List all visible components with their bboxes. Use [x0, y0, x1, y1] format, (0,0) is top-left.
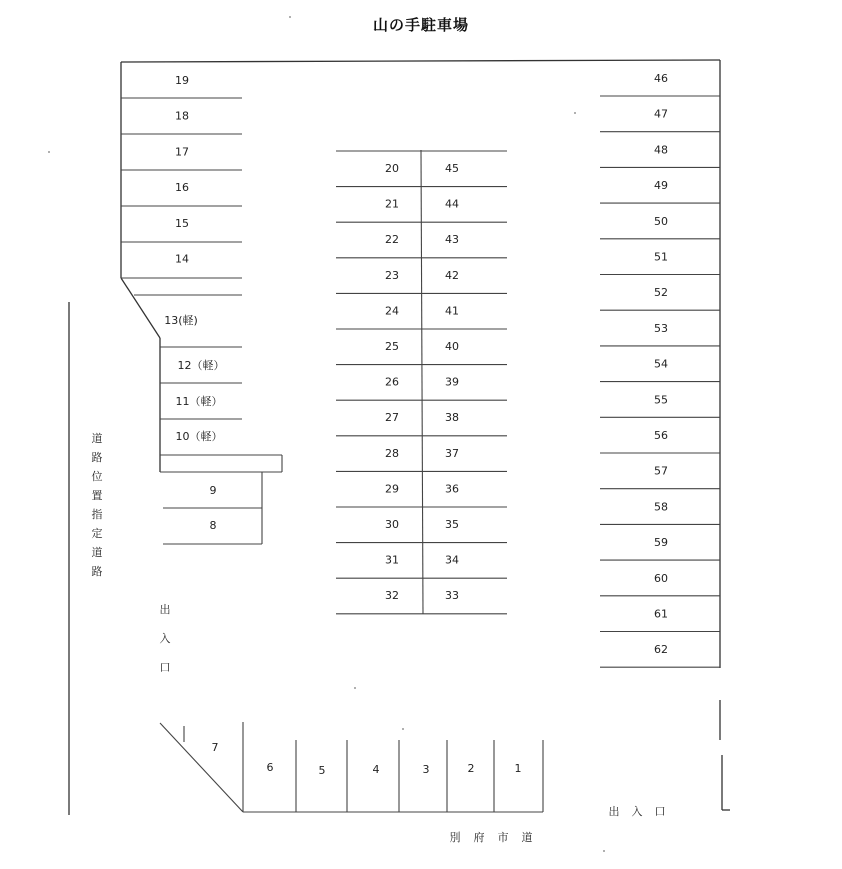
space-number: 10（軽）	[175, 430, 223, 443]
space-number: 52	[654, 286, 668, 300]
space-number: 30	[385, 518, 399, 531]
space-number: 45	[445, 162, 459, 175]
space-number: 5	[318, 764, 326, 777]
space-number: 36	[445, 482, 459, 496]
space-number: 41	[445, 304, 459, 318]
space-number: 42	[445, 268, 459, 282]
space-number: 1	[514, 762, 522, 775]
entrance-bottom-label: 出	[608, 805, 620, 818]
space-number: 53	[654, 321, 668, 335]
space-number: 20	[385, 162, 399, 175]
entrance-bottom-label: 入	[631, 805, 643, 818]
space-number: 6	[266, 761, 274, 774]
space-number: 57	[654, 464, 668, 478]
entrance-left-label: 口	[159, 661, 171, 674]
space-number: 9	[209, 484, 217, 497]
space-number: 19	[175, 74, 189, 87]
space-number: 37	[445, 446, 459, 460]
space-number: 16	[175, 181, 189, 195]
scan-specks	[48, 16, 605, 852]
space-number: 49	[654, 179, 668, 193]
space-number: 60	[654, 571, 668, 585]
side-road-label: 位	[91, 470, 103, 483]
space-number: 15	[175, 216, 189, 230]
city-road-label: 市	[497, 831, 509, 844]
space-number: 40	[445, 340, 459, 353]
space-number: 32	[385, 589, 399, 603]
space-number: 59	[654, 536, 668, 550]
space-number: 18	[175, 109, 189, 123]
center-spine	[421, 150, 423, 614]
space-number: 56	[654, 429, 668, 442]
space-number: 58	[654, 500, 668, 514]
space-number: 34	[445, 553, 459, 567]
entrance-bottom-label: 口	[654, 805, 666, 818]
space-number: 38	[445, 411, 459, 425]
space-number: 43	[445, 233, 459, 247]
space-number: 25	[385, 340, 399, 353]
diagonal-boundary	[160, 723, 243, 812]
space-number: 7	[211, 741, 219, 754]
space-number: 47	[654, 107, 668, 121]
space-number: 28	[385, 446, 399, 460]
space-number: 27	[385, 411, 399, 425]
city-road-label: 府	[473, 831, 485, 844]
side-road-label: 置	[91, 489, 103, 502]
side-road-label: 定	[91, 527, 103, 540]
lot-outline	[69, 60, 730, 815]
space-number: 8	[209, 519, 217, 532]
side-road-label: 道	[91, 546, 103, 559]
space-number: 4	[372, 763, 380, 776]
space-number: 44	[445, 197, 459, 211]
space-numbers	[164, 72, 668, 777]
space-number: 62	[654, 643, 668, 657]
space-number: 55	[654, 393, 668, 407]
space-number: 24	[385, 304, 399, 318]
space-number: 22	[385, 233, 399, 247]
divider-lines	[121, 96, 720, 812]
side-road-label: 道	[91, 432, 103, 445]
space-number: 11（軽）	[175, 395, 223, 408]
city-road-label: 道	[521, 831, 533, 844]
page-title: 山の手駐車場	[372, 16, 469, 34]
space-number: 12（軽）	[177, 359, 225, 372]
entrance-left-label: 出	[159, 603, 171, 616]
space-number: 31	[385, 553, 399, 567]
space-number: 48	[654, 143, 668, 157]
space-number: 29	[385, 482, 399, 496]
space-number: 51	[654, 250, 668, 264]
side-road-label: 路	[91, 565, 103, 578]
space-number: 21	[385, 197, 399, 211]
space-number: 3	[422, 763, 430, 776]
space-number: 33	[445, 589, 459, 603]
space-number: 2	[467, 762, 475, 775]
text-labels	[92, 432, 666, 844]
space-number: 39	[445, 375, 459, 389]
space-number: 35	[445, 518, 459, 531]
space-number: 13(軽)	[164, 314, 198, 327]
space-number: 46	[654, 72, 668, 85]
space-number: 54	[654, 357, 668, 371]
side-road-label: 路	[91, 451, 103, 464]
entrance-left-label: 入	[159, 632, 171, 645]
space-number: 17	[175, 145, 189, 159]
space-number: 14	[175, 252, 189, 266]
city-road-label: 別	[449, 831, 461, 844]
space-number: 50	[654, 214, 668, 228]
space-number: 61	[654, 607, 668, 621]
side-road-label: 指	[91, 508, 103, 521]
space-number: 26	[385, 375, 399, 389]
space-number: 23	[385, 268, 399, 282]
